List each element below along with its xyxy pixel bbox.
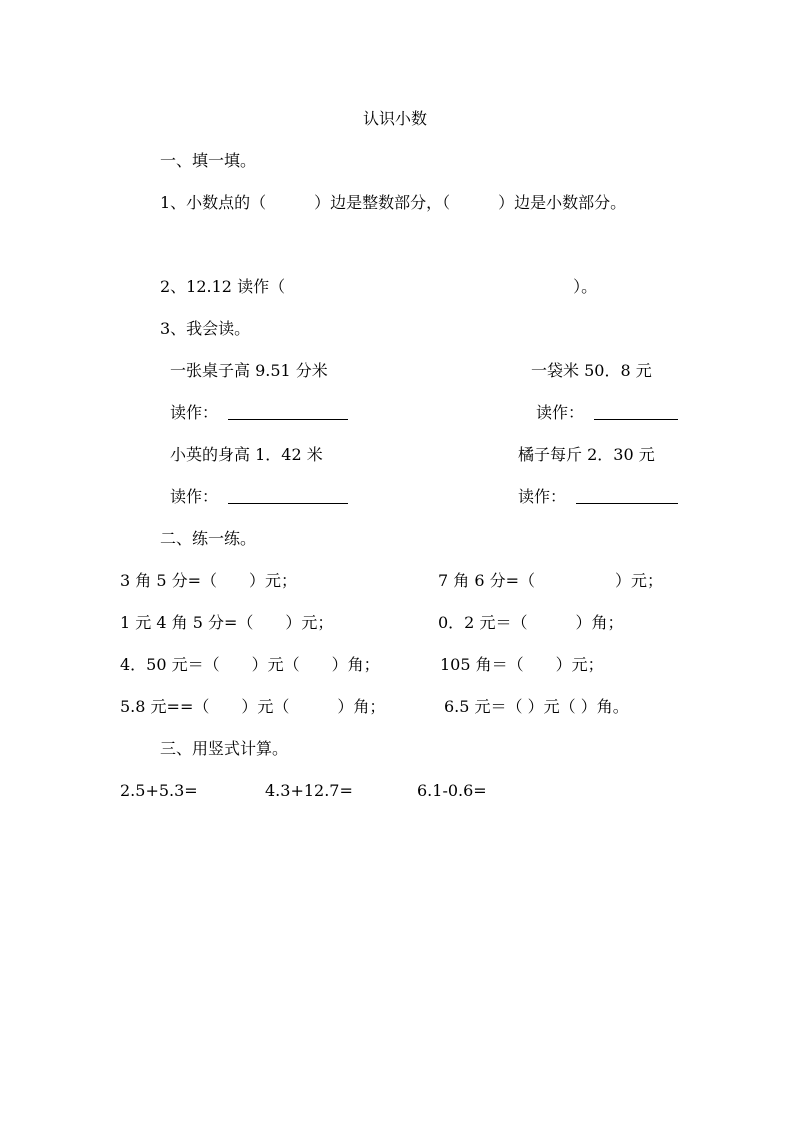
read-label: 读作： <box>170 487 219 506</box>
read-label: 读作： <box>170 403 219 422</box>
calc-problem: 6.1-0.6= <box>417 781 487 800</box>
exercise-item: 6.5 元＝（ ）元（ ）角。 <box>444 697 629 716</box>
read-label: 读作： <box>536 403 585 422</box>
exercise-item: 105 角＝（ ）元； <box>440 655 604 674</box>
read-item-text: 一张桌子高 9.51 分米 <box>170 361 328 380</box>
page-title: 认识小数 <box>363 109 428 128</box>
answer-line[interactable] <box>576 503 678 504</box>
read-item-text: 小英的身高 1．42 米 <box>170 445 323 464</box>
read-item-text: 一袋米 50．8 元 <box>531 361 652 380</box>
section3-heading: 三、用竖式计算。 <box>160 739 289 758</box>
answer-line[interactable] <box>228 419 348 420</box>
read-label: 读作： <box>518 487 567 506</box>
question-3-heading: 3、我会读。 <box>160 319 251 338</box>
exercise-item: 4．50 元＝（ ）元（ ）角； <box>120 655 380 674</box>
section2-heading: 二、练一练。 <box>160 529 257 548</box>
exercise-item: 0．2 元＝（ ）角； <box>438 613 624 632</box>
calc-problem: 4.3+12.7= <box>265 781 353 800</box>
question-1: 1、小数点的（ ）边是整数部分，（ ）边是小数部分。 <box>160 193 627 212</box>
exercise-item: 1 元 4 角 5 分=（ ）元； <box>120 613 334 632</box>
question-2: 2、12.12 读作（ ）。 <box>160 277 598 296</box>
exercise-item: 7 角 6 分=（ ）元； <box>438 571 664 590</box>
section1-heading: 一、填一填。 <box>160 151 257 170</box>
exercise-item: 5.8 元==（ ）元（ ）角； <box>120 697 386 716</box>
calc-problem: 2.5+5.3= <box>120 781 198 800</box>
read-item-text: 橘子每斤 2．30 元 <box>518 445 655 464</box>
answer-line[interactable] <box>594 419 678 420</box>
answer-line[interactable] <box>228 503 348 504</box>
exercise-item: 3 角 5 分=（ ）元； <box>120 571 298 590</box>
